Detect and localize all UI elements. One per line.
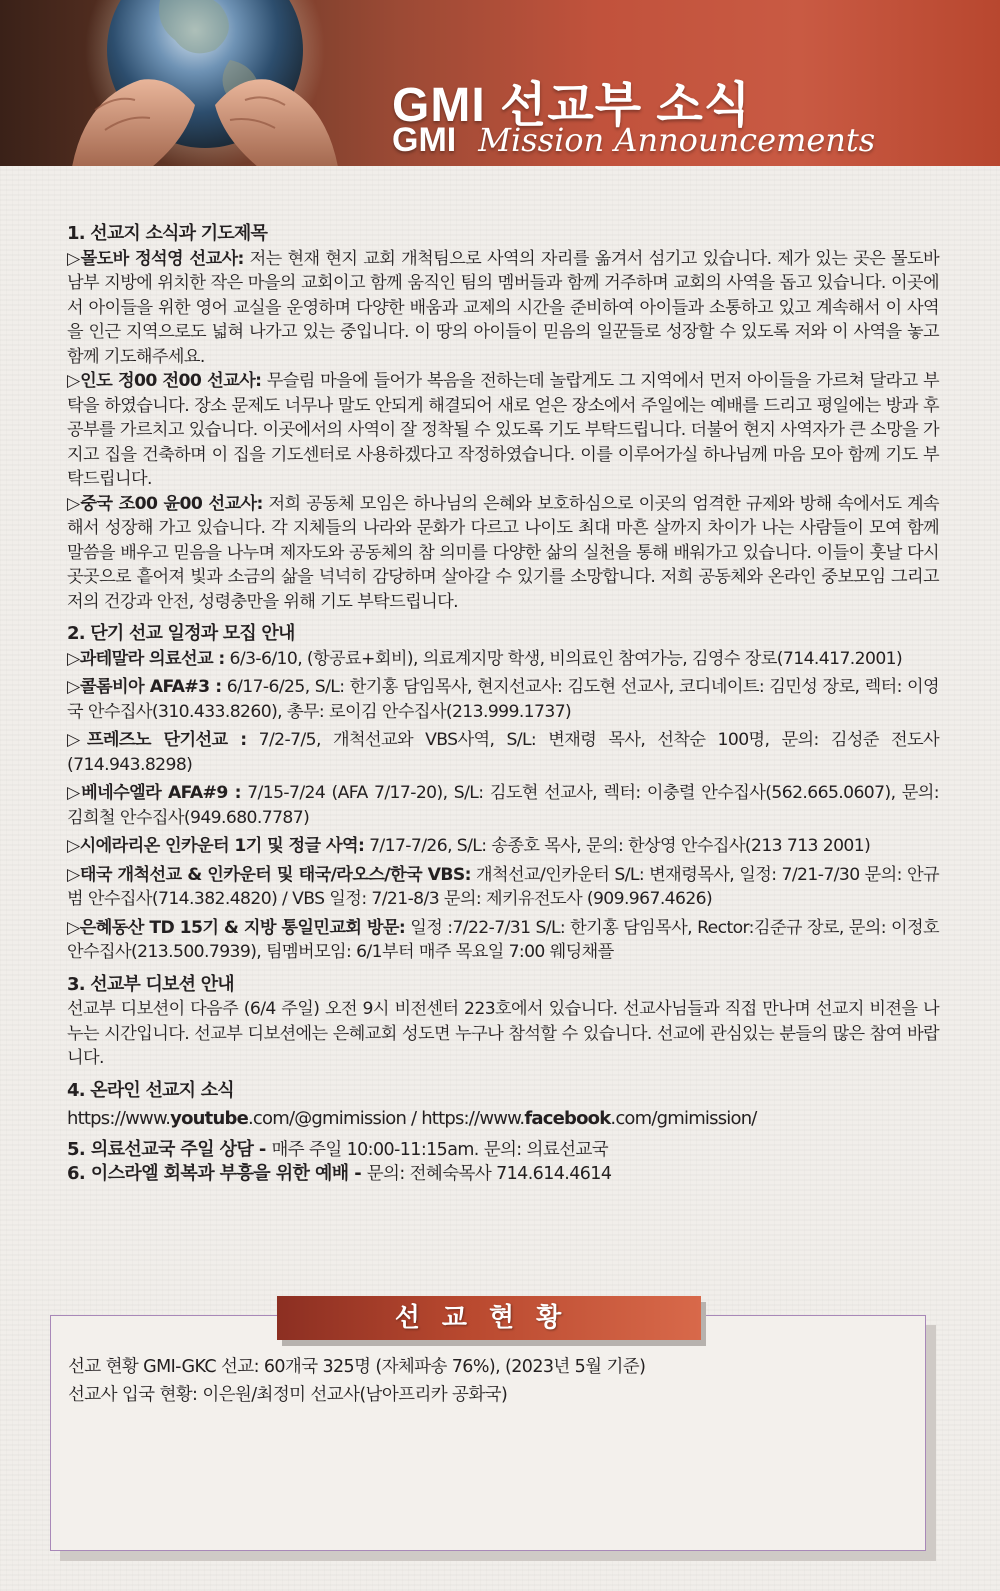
item-label: ▷과테말라 의료선교 : — [67, 648, 225, 669]
devotion-text: 선교부 디보션이 다음주 (6/4 주일) 오전 9시 비전센터 223호에서 있습니다. 선교사님들과 직접 만나며 선교지 비젼을 나누는 시간입니다. 선교부 디보션에는 은혜교회 성도면 누구나 참석할 수 있습니다. 선교에 관심있는 분들의 많은 참여 바랍니다. — [67, 999, 939, 1068]
facebook-link[interactable] — [421, 1108, 756, 1129]
item-label: ▷몰도바 정석영 선교사: — [67, 248, 244, 269]
online-links — [67, 1107, 939, 1132]
item-label: ▷은혜동산 TD 15기 & 지방 통일민교회 방문: — [67, 917, 406, 938]
mission-status-lines — [68, 1353, 645, 1409]
item-text: 저는 현재 현지 교회 개척팀으로 사역의 자리를 옮겨서 섬기고 있습니다. 제가 있는 곳은 몰도바 남부 지방에 위치한 작은 마을의 교회이고 함께 움직인 팀의 멤버들과 함께 거주하며 교회의 사역을 돕고 있습니다. 이곳에서 아이들을 위한 영어 교실을 운영하며 다양한 배움과 교제의 시간을 준비하여 아이들과 소통하고 있고 계속해서 이 사역을 인근 지역으로도 넓혀 나가고 있는 중입니다. 이 땅의 아이들이 믿음의 일꾼들로 성장할 수 있도록 저와 이 사역을 놓고 함께 기도해주세요. — [67, 248, 939, 367]
prayer-item-china — [67, 492, 939, 615]
link-suffix: .com/@gmimission / — [247, 1108, 422, 1129]
schedule-item-td15 — [67, 916, 939, 965]
prayer-item-moldova — [67, 247, 939, 370]
item-text: 6/3-6/10, (항공료+회비), 의료계지망 학생, 비의료인 참여가능, 김영수 장로(714.417.2001) — [224, 648, 903, 669]
announcements-body — [67, 222, 939, 1187]
schedule-item-guatemala — [67, 647, 939, 672]
link-brand: youtube — [170, 1108, 248, 1129]
schedule-item-fresno — [67, 728, 939, 777]
mission-status-line-2: 선교사 입국 현황: 이은원/최정미 선교사(남아프리카 공화국) — [68, 1385, 508, 1405]
item-text: 개척선교/인카운터 S/L: 변재령목사, 일정: 7/21-7/30 문의: 안규범 안수집사(714.382.4820) / VBS 일정: 7/21-8/3 문의: 제키유전도사 (909.967.4626) — [67, 864, 939, 909]
globe-in-hands-image — [10, 0, 370, 166]
link-suffix: .com/gmimission/ — [610, 1108, 757, 1129]
item-text: 무슬림 마을에 들어가 복음을 전하는데 놀랍게도 그 지역에서 먼저 아이들을 가르쳐 달라고 부탁을 하였습니다. 장소 문제도 너무나 말도 안되게 해결되어 새로 얻은 장소에서 주일에는 예배를 드리고 평일에는 방과 후 공부를 가르치고 있습니다. 이곳에서의 사역이 잘 정착될 수 있도록 기도 부탁드립니다. 더불어 현지 사역자가 큰 소망을 가지고 집을 건축하며 이 집을 기도센터로 사용하겠다고 작정하였습니다. 이를 이루어가실 하나님께 마음 모아 함께 기도 부탁드립니다. — [67, 371, 939, 489]
schedule-item-colombia — [67, 675, 939, 724]
schedule-item-sierra-leone — [67, 834, 939, 859]
section-4-title: 4. 온라인 선교지 소식 — [67, 1079, 234, 1101]
mission-status-line-1: 선교 현황 GMI-GKC 선교: 60개국 325명 (자체파송 76%), (2023년 5월 기준) — [68, 1357, 646, 1377]
section-1-title: 1. 선교지 소식과 기도제목 — [67, 223, 268, 244]
item-label: ▷시에라리온 인카운터 1기 및 정글 사역: — [67, 836, 365, 856]
section-5-title: 5. 의료선교국 주일 상담 - — [67, 1138, 272, 1160]
page-title: GMI 선교부 소식 — [392, 79, 752, 132]
section-3-title: 3. 선교부 디보션 안내 — [67, 973, 234, 995]
link-prefix: https://www. — [421, 1108, 525, 1129]
section-6 — [67, 1162, 939, 1187]
item-label: ▷콜롬비아 AFA#3 : — [67, 677, 222, 697]
item-text: 7/17-7/26, S/L: 송종호 목사, 문의: 한상영 안수집사(213 713 2001) — [364, 836, 871, 856]
item-text: 6/17-6/25, S/L: 한기홍 담임목사, 현지선교사: 김도현 선교사, 코디네이트: 김민성 장로, 렉터: 이영국 안수집사(310.433.8260), 총무: 로이김 안수집사(213.999.1737) — [67, 677, 940, 722]
item-label: ▷태국 개척선교 & 인카운터 및 태국/라오스/한국 VBS: — [67, 864, 471, 885]
schedule-item-thailand — [67, 863, 939, 912]
youtube-link[interactable] — [67, 1108, 421, 1129]
subtitle-gmi: GMI — [392, 121, 457, 159]
link-brand: facebook — [524, 1108, 611, 1129]
section-2-title: 2. 단기 선교 일정과 모집 안내 — [67, 623, 295, 644]
mission-status-box — [50, 1315, 926, 1551]
schedule-item-venezuela — [67, 781, 939, 830]
item-text: 일정 :7/22-7/31 S/L: 한기홍 담임목사, Rector:김준규 장로, 문의: 이정호 안수집사(213.500.7939), 팀멤버모임: 6/1부터 매주 목요일 7:00 웨딩채플 — [67, 917, 940, 962]
page-subtitle — [392, 121, 875, 160]
item-label: ▷베네수엘라 AFA#9 : — [67, 783, 241, 803]
item-label: ▷중국 조00 윤00 선교사: — [67, 493, 263, 514]
section-6-text: 문의: 전혜숙목사 714.614.4614 — [366, 1164, 612, 1184]
prayer-item-india — [67, 369, 939, 492]
section-5-text: 매주 주일 10:00-11:15am. 문의: 의료선교국 — [271, 1139, 609, 1160]
item-text: 7/15-7/24 (AFA 7/17-20), S/L: 김도현 선교사, 렉터: 이충렬 안수집사(562.665.0607), 문의: 김희철 안수집사(949.680.7787) — [67, 783, 939, 828]
link-prefix: https://www. — [67, 1108, 171, 1129]
mission-status-panel — [50, 1315, 926, 1551]
mission-status-header: 선교현황 — [277, 1296, 701, 1340]
item-label: ▷인도 정00 전00 선교사: — [67, 371, 262, 391]
item-text: 7/2-7/5, 개척선교와 VBS사역, S/L: 변재령 목사, 선착순 100명, 문의: 김성준 전도사(714.943.8298) — [67, 730, 940, 775]
item-text: 저희 공동체 모임은 하나님의 은혜와 보호하심으로 이곳의 엄격한 규제와 방해 속에서도 계속해서 성장해 가고 있습니다. 각 지체들의 나라와 문화가 다르고 나이도 최대 마흔 살까지 차이가 나는 사람들이 모여 함께 말씀을 배우고 믿음을 나누며 제자도와 공동체의 참 의미를 다양한 삶의 실천을 통해 배워가고 있습니다. 이들이 훗날 다시 곳곳으로 흩어져 빛과 소금의 삶을 넉넉히 감당하며 살아갈 수 있기를 소망합니다. 저희 공동체와 온라인 중보모임 그리고 저의 건강과 안전, 성령충만을 위해 기도 부탁드립니다. — [67, 493, 939, 612]
subtitle-english: Mission Announcements — [478, 121, 876, 159]
section-5 — [67, 1138, 939, 1163]
item-label: ▷프레즈노 단기선교 : — [67, 730, 247, 750]
header-banner — [0, 0, 1000, 166]
section-6-title: 6. 이스라엘 회복과 부흥을 위한 예배 - — [67, 1163, 367, 1184]
